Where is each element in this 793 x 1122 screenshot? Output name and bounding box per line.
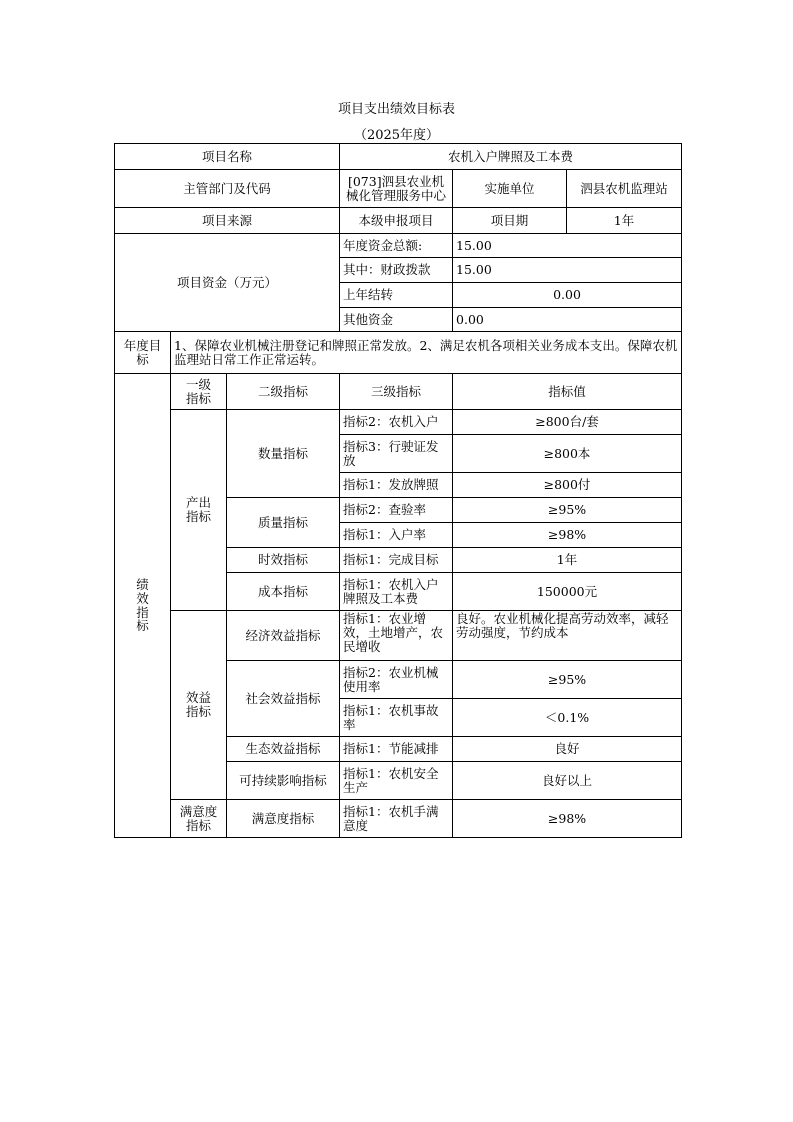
indicator-value: 良好 bbox=[453, 737, 682, 762]
indicator-value: ≥98% bbox=[453, 523, 682, 548]
header-value: 指标值 bbox=[453, 374, 682, 410]
period-label: 项目期 bbox=[453, 208, 567, 234]
table-row bbox=[115, 611, 682, 661]
source-label: 项目来源 bbox=[115, 208, 340, 234]
indicator-name: 指标2：农机入户 bbox=[340, 410, 453, 435]
project-name-value: 农机入户牌照及工本费 bbox=[340, 144, 682, 170]
indicator-name: 指标1：完成目标 bbox=[340, 548, 453, 573]
quantity-label: 数量指标 bbox=[227, 410, 340, 498]
header-level1: 一级指标 bbox=[171, 374, 227, 410]
indicator-value: 150000元 bbox=[453, 573, 682, 611]
indicator-value: ＜0.1% bbox=[453, 699, 682, 737]
funds-other-value: 0.00 bbox=[453, 308, 682, 332]
indicator-value: ≥95% bbox=[453, 661, 682, 699]
social-label: 社会效益指标 bbox=[227, 661, 340, 737]
dept-label: 主管部门及代码 bbox=[115, 170, 340, 208]
eco-label: 生态效益指标 bbox=[227, 737, 340, 762]
table-row bbox=[115, 410, 682, 435]
dept-value: [073]泗县农业机械化管理服务中心 bbox=[340, 170, 453, 208]
time-label: 时效指标 bbox=[227, 548, 340, 573]
annual-goal-row bbox=[115, 332, 682, 374]
satisfaction-sub-label: 满意度指标 bbox=[227, 800, 340, 838]
indicator-value: 良好以上 bbox=[453, 762, 682, 800]
indicator-value: ≥98% bbox=[453, 800, 682, 838]
funds-fiscal-value: 15.00 bbox=[453, 258, 682, 283]
funds-total-label: 年度资金总额: bbox=[340, 234, 453, 258]
sustain-label: 可持续影响指标 bbox=[227, 762, 340, 800]
dept-row bbox=[115, 170, 682, 208]
table-year: （2025年度） bbox=[353, 128, 440, 143]
output-label: 产出指标 bbox=[171, 410, 227, 611]
satisfaction-label: 满意度指标 bbox=[171, 800, 227, 838]
indicator-name: 指标2：农业机械使用率 bbox=[340, 661, 453, 699]
header-level2: 二级指标 bbox=[227, 374, 340, 410]
benefit-label: 效益指标 bbox=[171, 611, 227, 800]
funds-other-label: 其他资金 bbox=[340, 308, 453, 332]
indicator-value: ≥800付 bbox=[453, 473, 682, 498]
indicator-value: ≥800台/套 bbox=[453, 410, 682, 435]
funds-carry-label: 上年结转 bbox=[340, 283, 453, 308]
impl-unit-label: 实施单位 bbox=[453, 170, 567, 208]
source-value: 本级申报项目 bbox=[340, 208, 453, 234]
indicator-value: 1年 bbox=[453, 548, 682, 573]
funds-total-value: 15.00 bbox=[453, 234, 682, 258]
indicator-name: 指标1：农业增效，土地增产，农民增收 bbox=[340, 611, 453, 661]
indicator-name: 指标1：农机安全生产 bbox=[340, 762, 453, 800]
annual-goal-label: 年度目标 bbox=[115, 332, 171, 374]
indicator-value: 良好。农业机械化提高劳动效率，减轻劳动强度，节约成本 bbox=[453, 611, 682, 661]
funds-label: 项目资金（万元） bbox=[115, 234, 340, 332]
cost-label: 成本指标 bbox=[227, 573, 340, 611]
indicator-name: 指标1：农机入户牌照及工本费 bbox=[340, 573, 453, 611]
indicator-name: 指标1：农机事故率 bbox=[340, 699, 453, 737]
indicator-name: 指标1：入户率 bbox=[340, 523, 453, 548]
economic-label: 经济效益指标 bbox=[227, 611, 340, 661]
project-name-row bbox=[115, 144, 682, 170]
funds-total-row bbox=[115, 234, 682, 258]
period-value: 1年 bbox=[567, 208, 682, 234]
quality-label: 质量指标 bbox=[227, 498, 340, 548]
indicator-name: 指标1：节能减排 bbox=[340, 737, 453, 762]
indicator-name: 指标3：行驶证发放 bbox=[340, 435, 453, 473]
indicator-value: ≥800本 bbox=[453, 435, 682, 473]
impl-unit-value: 泗县农机监理站 bbox=[567, 170, 682, 208]
perf-label: 绩效指标 bbox=[115, 374, 171, 838]
indicator-value: ≥95% bbox=[453, 498, 682, 523]
indicator-name: 指标1：农机手满意度 bbox=[340, 800, 453, 838]
indicator-name: 指标2：查验率 bbox=[340, 498, 453, 523]
header-level3: 三级指标 bbox=[340, 374, 453, 410]
perf-header-row bbox=[115, 374, 682, 410]
indicator-name: 指标1：发放牌照 bbox=[340, 473, 453, 498]
performance-goal-table bbox=[114, 143, 682, 838]
table-row bbox=[115, 800, 682, 838]
table-title: 项目支出绩效目标表 bbox=[337, 102, 455, 117]
funds-fiscal-label: 其中：财政拨款 bbox=[340, 258, 453, 283]
project-name-label: 项目名称 bbox=[115, 144, 340, 170]
source-row bbox=[115, 208, 682, 234]
annual-goal-text: 1、保障农业机械注册登记和牌照正常发放。2、满足农机各项相关业务成本支出。保障农机监理站日常工作正常运转。 bbox=[171, 332, 682, 374]
funds-carry-value: 0.00 bbox=[453, 283, 682, 308]
